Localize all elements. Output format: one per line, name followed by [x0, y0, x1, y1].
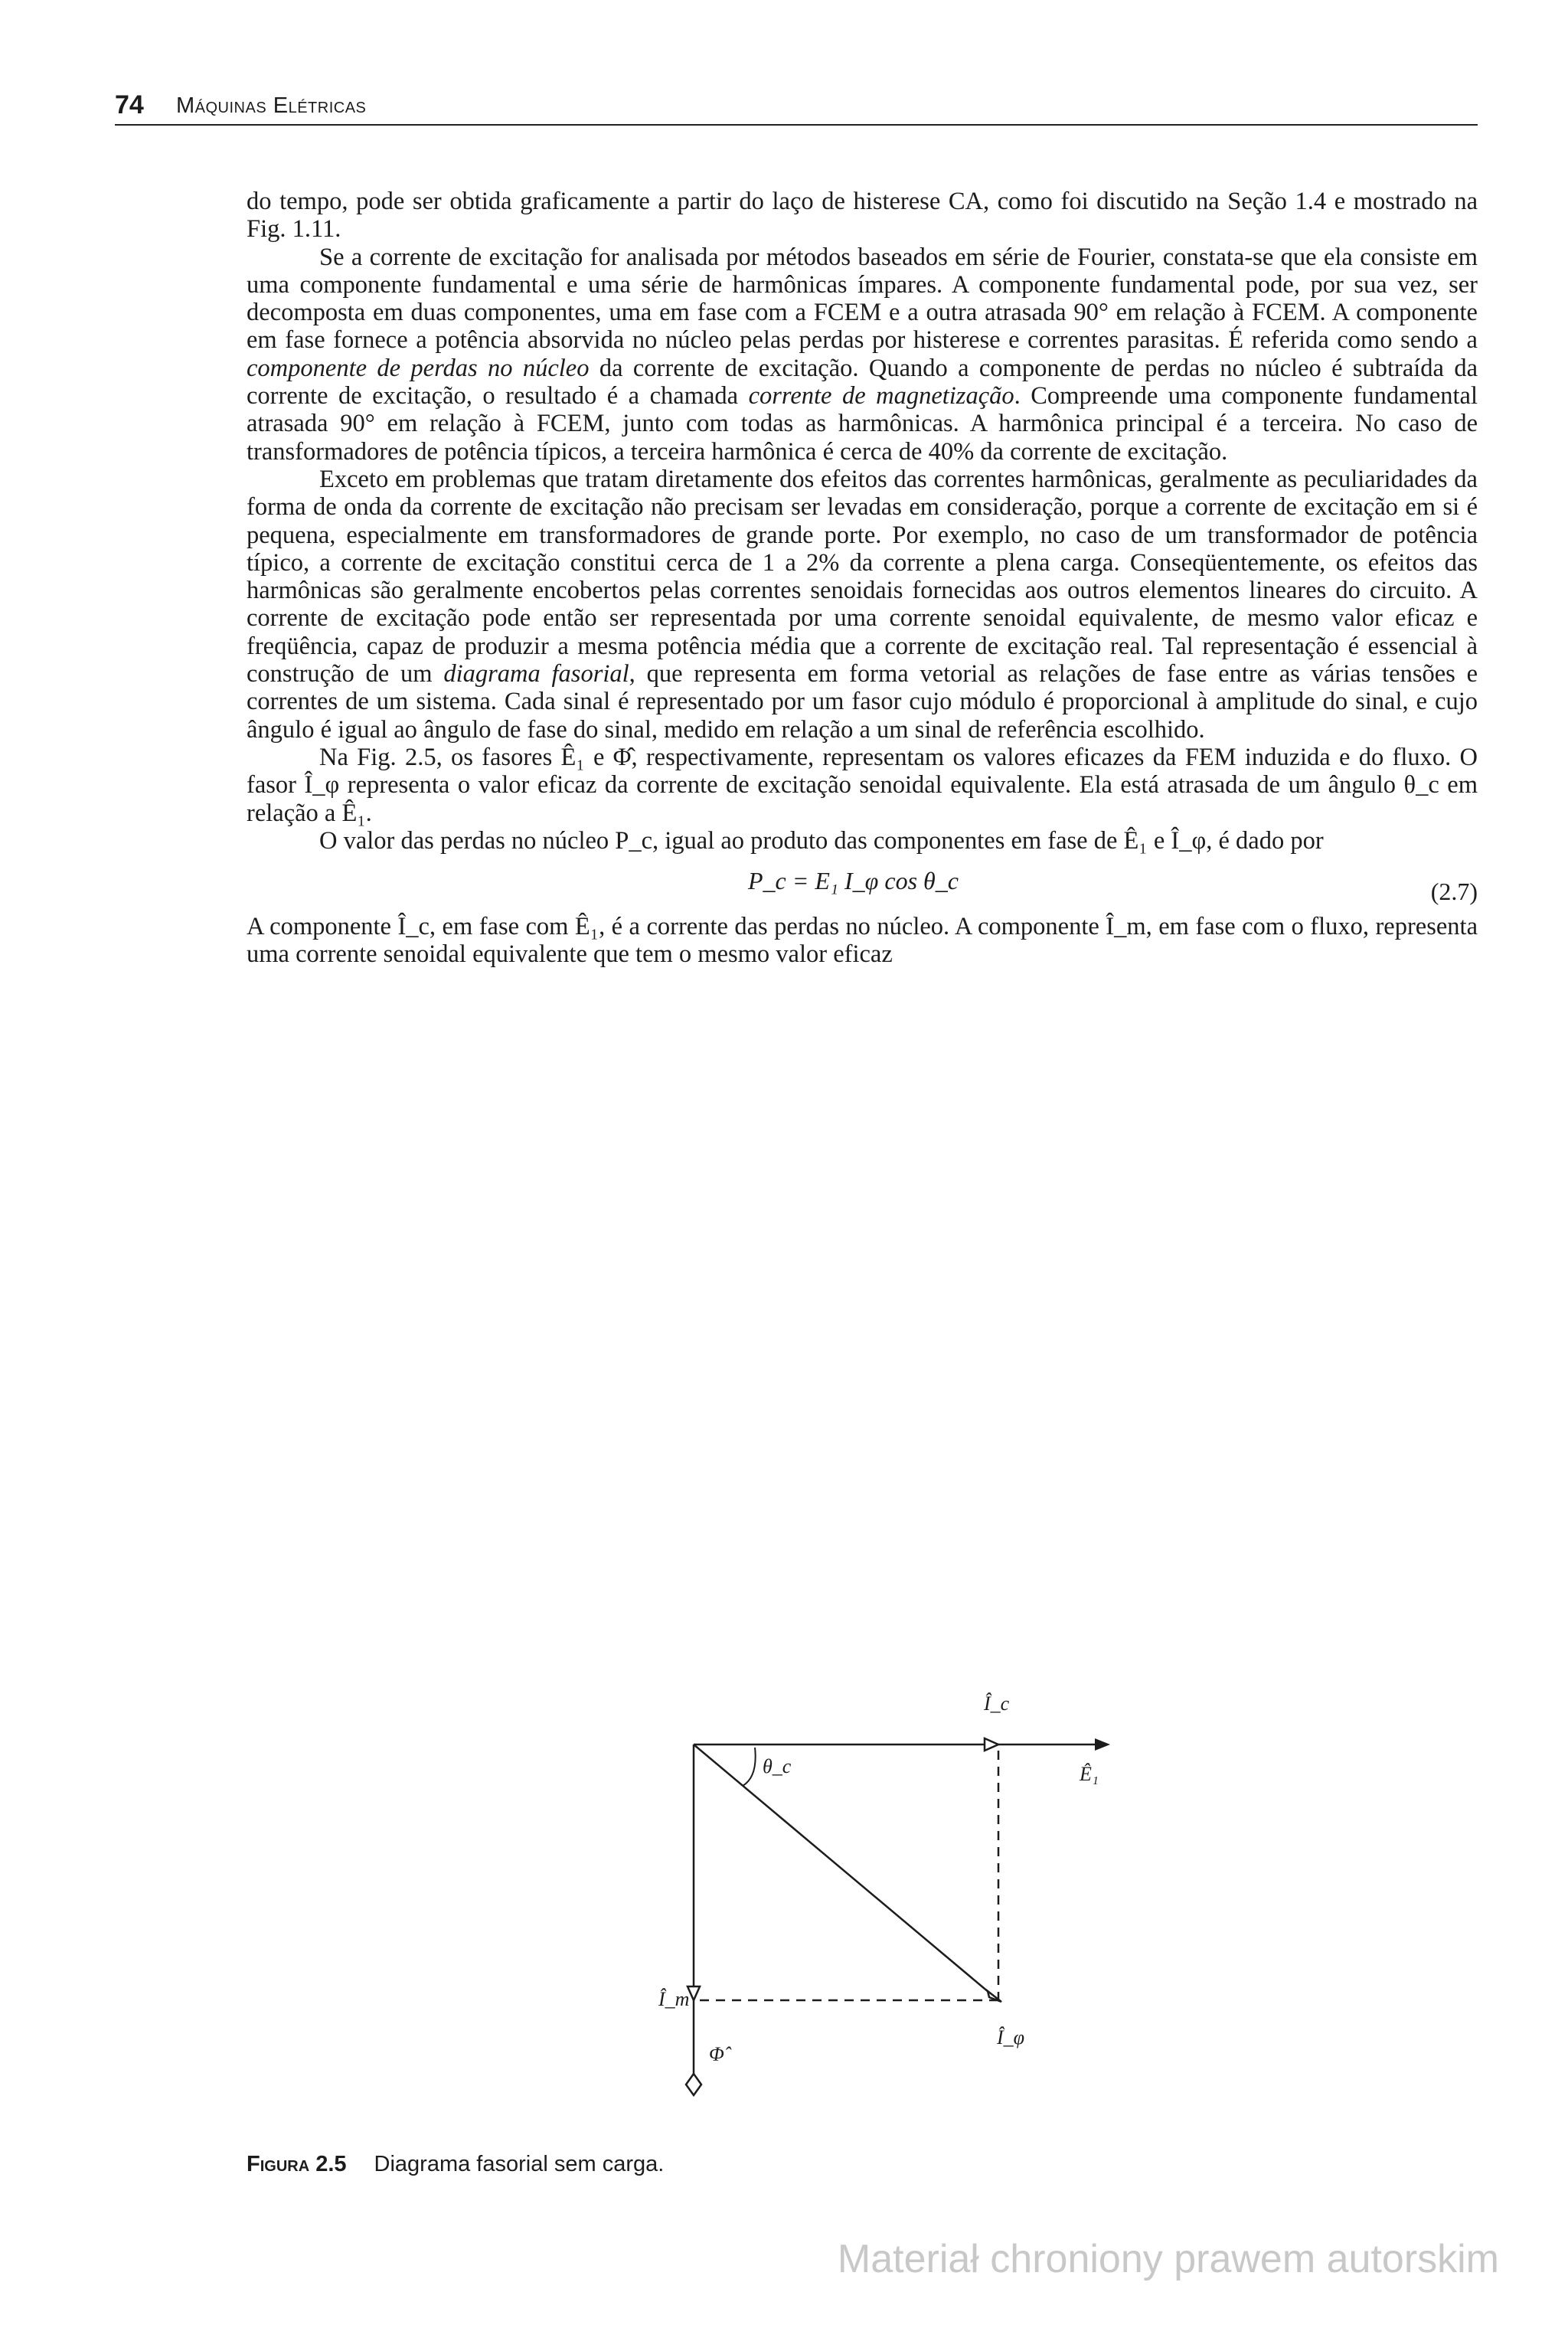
body-text: [247, 188, 1478, 969]
figure-caption: [247, 2152, 664, 2177]
figure-caption-text: Diagrama fasorial sem carga.: [374, 2152, 665, 2176]
label-phi: Φ̂: [709, 2043, 724, 2065]
figure-number: Figura 2.5: [247, 2152, 347, 2176]
theta-arc: [743, 1748, 756, 1786]
equation-formula: P_c = E₁ I_φ cos θ_c: [748, 867, 959, 895]
running-title: Máquinas Elétricas: [176, 93, 367, 118]
iphi-phasor-line: [694, 1744, 998, 2000]
phi-arrowhead: [686, 2074, 701, 2095]
e1-arrowhead: [1095, 1738, 1110, 1751]
emphasis: diagrama fasorial: [443, 660, 629, 688]
label-iphi: Î_φ: [997, 2026, 1025, 2049]
paragraph: Exceto em problemas que tratam diretamente dos efeitos das correntes harmônicas, geralmente as peculiaridades da forma de onda da corrente de excitação não precisam ser levadas em consideração, porque a corrente de excitação em si é pequena, especialmente em transformadores de grande porte. Por exemplo, no caso de um transformador de potência típico, a corrente de excitação constitui cerca de 1 a 2% da corrente a plena carga. Conseqüentemente, os efeitos das harmônicas são geralmente encobertos pelas correntes senoidais fornecidas aos outros elementos lineares do circuito. A corrente de excitação pode então ser representada por uma corrente senoidal equivalente, de mesmo valor eficaz e freqüência, capaz de produzir a mesma potência média que a corrente de excitação real. Tal representação é essencial à construção de um diagrama fasorial, que representa em forma vetorial as relações de fase entre as várias tensões e correntes de um sistema. Cada sinal é representado por um fasor cujo módulo é proporcional à amplitude do sinal, e cujo ângulo é igual ao ângulo de fase do sinal, medido em relação a um sinal de referência escolhido.: [247, 465, 1478, 744]
watermark: Materiał chroniony prawem autorskim: [837, 2237, 1499, 2281]
label-e1: Ê₁: [1080, 1763, 1099, 1785]
paragraph: Se a corrente de excitação for analisada por métodos baseados em série de Fourier, constata-se que ela consiste em uma componente fundamental e uma série de harmônicas ímpares. A componente fundamental pode, por sua vez, ser decomposta em duas componentes, uma em fase com a FCEM e a outra atrasada 90° em relação à FCEM. A componente em fase fornece a potência absorvida no núcleo pelas perdas por histerese e correntes parasitas. É referida como sendo a componente de perdas no núcleo da corrente de excitação. Quando a componente de perdas no núcleo é subtraída da corrente de excitação, o resultado é a chamada corrente de magnetização. Compreende uma componente fundamental atrasada 90° em relação à FCEM, junto com todas as harmônicas. A harmônica principal é a terceira. No caso de transformadores de potência típicos, a terceira harmônica é cerca de 40% da corrente de excitação.: [247, 243, 1478, 466]
equation-number: (2.7): [1430, 878, 1478, 906]
label-ic: Î_c: [984, 1692, 1010, 1715]
emphasis: componente de perdas no núcleo: [247, 354, 590, 382]
paragraph: O valor das perdas no núcleo P_c, igual ao produto das componentes em fase de Ê₁ e Î_φ, é dado por: [319, 826, 1324, 855]
page-header: [115, 90, 1478, 126]
emphasis: corrente de magnetização: [748, 382, 1014, 410]
label-im: Î_m: [658, 1988, 690, 2010]
paragraph: do tempo, pode ser obtida graficamente a partir do laço de histerese CA, como foi discutido na Seção 1.4 e mostrado na Fig. 1.11.: [247, 188, 1478, 244]
equation: [247, 864, 1478, 905]
page-number: 74: [115, 90, 144, 119]
paragraph: Na Fig. 2.5, os fasores Ê₁ e Φ̂, respectivamente, representam os valores eficazes da FEM induzida e do fluxo. O fasor Î_φ representa o valor eficaz da corrente de excitação senoidal equivalente. Ela está atrasada de um ângulo θ_c em relação a Ê₁.: [247, 743, 1478, 827]
phasor-diagram: [635, 1654, 1141, 2129]
ic-arrowhead: [985, 1738, 998, 1751]
label-theta-c: θ_c: [763, 1755, 792, 1777]
paragraph: A componente Î_c, em fase com Ê₁, é a corrente das perdas no núcleo. A componente Î_m, em fase com o fluxo, representa uma corrente senoidal equivalente que tem o mesmo valor eficaz: [247, 913, 1478, 969]
